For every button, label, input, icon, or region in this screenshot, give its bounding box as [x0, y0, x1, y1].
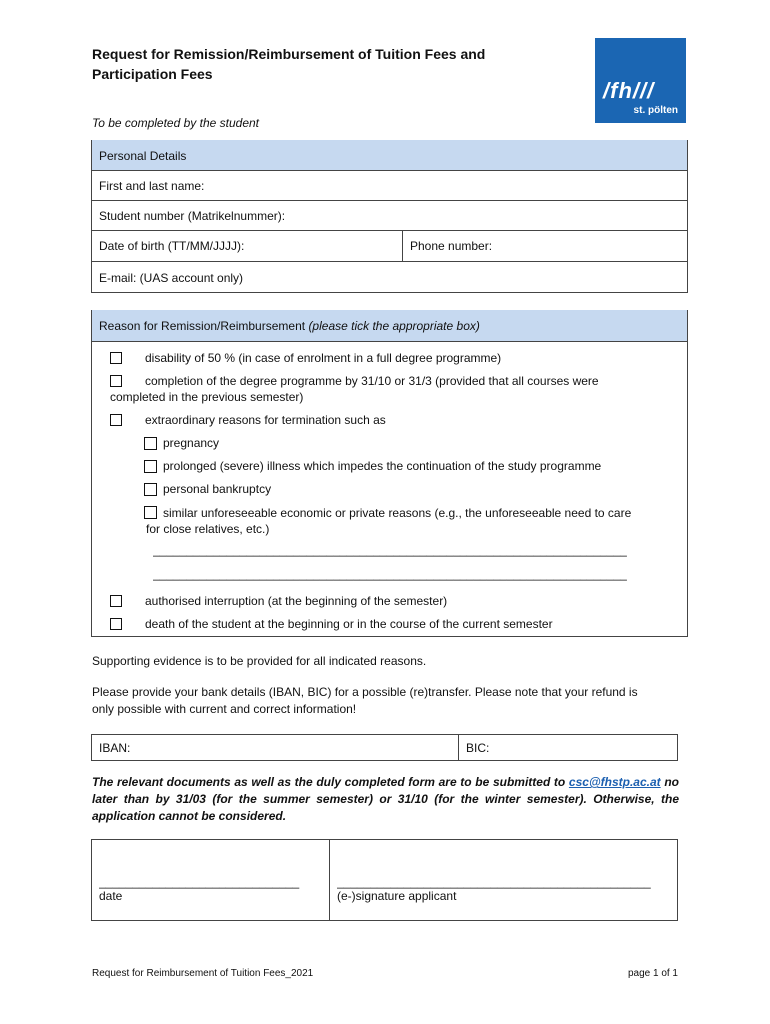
- signature-cell[interactable]: [330, 840, 677, 920]
- name-field[interactable]: First and last name:: [92, 170, 687, 200]
- option-pregnancy: pregnancy: [163, 436, 220, 450]
- evidence-text: Supporting evidence is to be provided for all indicated reasons.: [92, 654, 427, 668]
- reason-body: [92, 341, 687, 637]
- footer-left: Request for Reimbursement of Tuition Fees_2021: [92, 968, 314, 979]
- page-title: [92, 44, 562, 84]
- bic-field[interactable]: BIC:: [466, 740, 490, 755]
- dob-phone-row: [92, 230, 687, 261]
- checkbox-completion[interactable]: [110, 375, 122, 387]
- option-illness: prolonged (severe) illness which impedes the continuation of the study programme: [163, 459, 602, 473]
- title-line-2: Participation Fees: [92, 66, 213, 82]
- logo-mark: /fh///: [603, 78, 655, 103]
- checkbox-extraordinary[interactable]: [110, 414, 122, 426]
- option-similar-reasons: similar unforeseeable economic or private reasons (e.g., the unforeseeable need to care: [163, 506, 632, 520]
- dob-field[interactable]: Date of birth (TT/MM/JJJJ):: [92, 231, 403, 261]
- reason-heading: Reason for Remission/Reimbursement (please tick the appropriate box): [92, 310, 687, 341]
- option-extraordinary: extraordinary reasons for termination such as: [145, 413, 386, 427]
- signature-line: _______________________________________________: [337, 875, 651, 889]
- bank-text: Please provide your bank details (IBAN, BIC) for a possible (re)transfer. Please note that your refund is only possible with current and correct information!: [92, 685, 638, 716]
- logo-place: st. pölten: [633, 105, 678, 116]
- iban-field[interactable]: IBAN:: [92, 735, 459, 760]
- date-cell[interactable]: [92, 840, 330, 920]
- checkbox-death[interactable]: [110, 618, 122, 630]
- personal-details-heading: Personal Details: [92, 140, 687, 171]
- reason-heading-note: (please tick the appropriate box): [308, 318, 480, 333]
- checkbox-similar-reasons[interactable]: [144, 506, 157, 519]
- blank-line-2[interactable]: _______________________________________________________________________: [153, 567, 627, 581]
- option-similar-reasons-cont: for close relatives, etc.): [146, 522, 270, 536]
- signature-label: (e-)signature applicant: [337, 889, 457, 903]
- date-line: ______________________________: [99, 875, 300, 889]
- personal-details-table: [91, 140, 688, 293]
- option-completion-cont: completed in the previous semester): [110, 390, 304, 404]
- date-label: date: [99, 889, 123, 903]
- checkbox-disability[interactable]: [110, 352, 122, 364]
- csc-email-link[interactable]: csc@fhstp.ac.at: [568, 775, 661, 789]
- blank-line-1[interactable]: _______________________________________________________________________: [153, 543, 627, 557]
- submission-note: The relevant documents as well as the duly completed form are to be submitted to csc@fhstp.ac.at no later than by 31/03 (for the summer semester) or 31/10 (for the winter semester). Otherwise, the application cannot be considered.: [92, 775, 679, 823]
- email-field[interactable]: E-mail: (UAS account only): [92, 261, 687, 293]
- option-completion: completion of the degree programme by 31/10 or 31/3 (provided that all courses were: [145, 374, 599, 388]
- checkbox-interruption[interactable]: [110, 595, 122, 607]
- signature-table: [91, 839, 678, 921]
- checkbox-bankruptcy[interactable]: [144, 483, 157, 496]
- phone-field[interactable]: Phone number:: [410, 239, 493, 253]
- option-disability: disability of 50 % (in case of enrolment in a full degree programme): [145, 351, 502, 365]
- checkbox-illness[interactable]: [144, 460, 157, 473]
- fh-st-poelten-logo: [595, 38, 686, 123]
- footer-page-number: page 1 of 1: [627, 968, 678, 979]
- checkbox-pregnancy[interactable]: [144, 437, 157, 450]
- reason-table: [91, 310, 688, 637]
- student-number-field[interactable]: Student number (Matrikelnummer):: [92, 200, 687, 230]
- bank-details-table: [91, 734, 678, 761]
- option-bankruptcy: personal bankruptcy: [163, 482, 272, 496]
- option-interruption: authorised interruption (at the beginning of the semester): [145, 594, 448, 608]
- title-line-1: Request for Remission/Reimbursement of Tuition Fees and: [92, 46, 486, 62]
- option-death: death of the student at the beginning or in the course of the current semester: [145, 617, 553, 631]
- subtitle: To be completed by the student: [92, 116, 260, 130]
